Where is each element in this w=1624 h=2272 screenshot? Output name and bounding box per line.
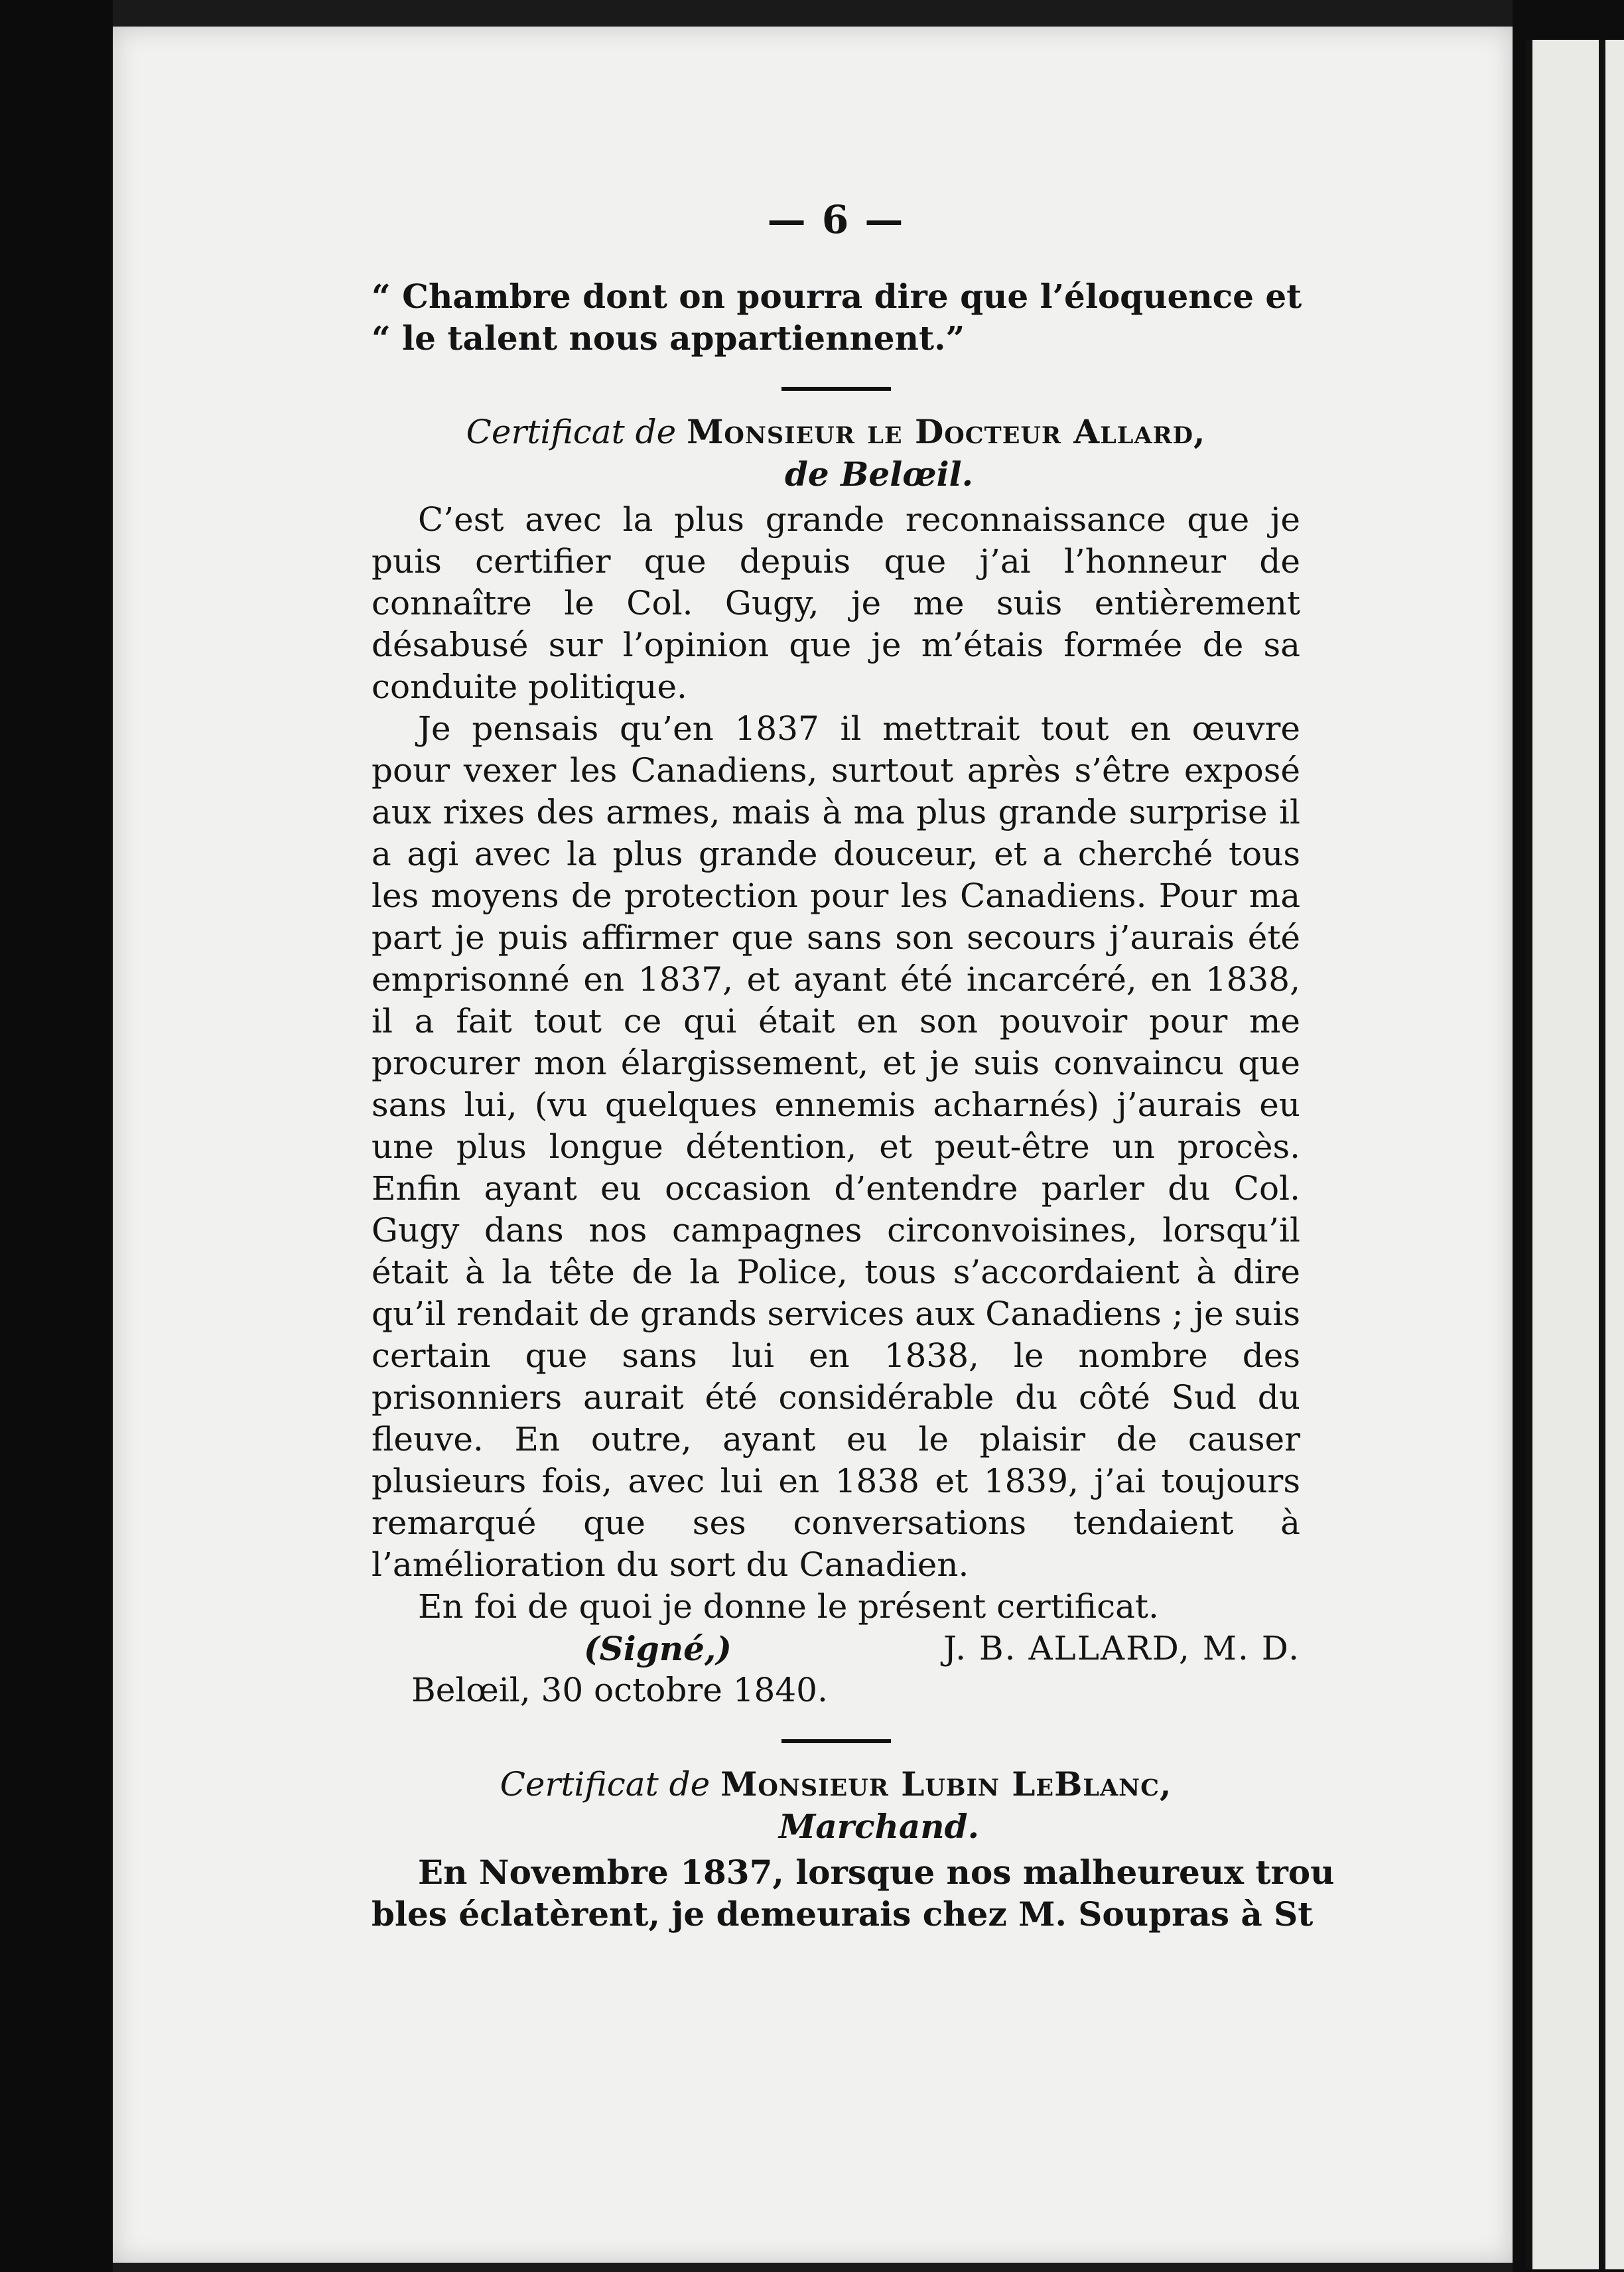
certificate-allard-title: [372, 411, 1300, 453]
scan-left-border: [0, 0, 113, 2272]
section-divider: [781, 1739, 891, 1743]
certificate-prefix: Certificat de: [500, 1765, 710, 1804]
certificate-name: Monsieur Lubin LeBlanc,: [720, 1764, 1172, 1804]
certificate-prefix: Certificat de: [466, 413, 677, 451]
quote-line-1: “ Chambre dont on pourra dire que l’éloquence et: [372, 277, 1302, 316]
section-divider: [781, 387, 891, 391]
certificate-allard-subtitle: de Belœil.: [784, 455, 974, 494]
signature-name: J. B. ALLARD, M. D.: [943, 1629, 1300, 1668]
certificate-allard-closing: En foi de quoi je donne le présent certificat.: [418, 1587, 1159, 1626]
place-date: Belœil, 30 octobre 1840.: [411, 1671, 828, 1709]
certificate-leblanc-subtitle: Marchand.: [778, 1807, 979, 1846]
certificate-leblanc-line-1: En Novembre 1837, lorsque nos malheureux trou: [418, 1853, 1335, 1892]
page-text: [372, 197, 1335, 1935]
page-fold-line: [1599, 40, 1605, 2269]
signed-label: (Signé,): [584, 1629, 732, 1668]
certificate-allard-paragraph-2: Je pensais qu’en 1837 il mettrait tout en œuvre pour vexer les Canadiens, surtout après s’être exposé aux rixes des armes, mais à ma plus grande surprise il a agi avec la plus grande douceur, et a cherché tous les moyens de protection pour les Canadiens. Pour ma part je puis affirmer que sans son secours j’aurais été emprisonné en 1837, et ayant été incarcéré, en 1838, il a fait tout ce qui était en son pouvoir pour me procurer mon élargissement, et je suis convaincu que sans lui, (vu quelques ennemis acharnés) j’aurais eu une plus longue détention, et peut-être un procès. Enfin ayant eu occasion d’entendre parler du Col. Gugy dans nos campagnes circonvoisines, lorsqu’il était à la tête de la Police, tous s’accordaient à dire qu’il rendait de grands services aux Canadiens ; je suis certain que sans lui en 1838, le nombre des prisonniers aurait été considérable du côté Sud du fleuve. En outre, ayant eu le plaisir de causer plusieurs fois, avec lui en 1838 et 1839, j’ai toujours remarqué que ses conversations tendaient à l’amélioration du sort du Canadien.: [372, 709, 1300, 1584]
certificate-leblanc-title: [372, 1763, 1300, 1806]
signature-line: [372, 1628, 1300, 1669]
certificate-leblanc-line-2: bles éclatèrent, je demeurais chez M. Soupras à St: [372, 1894, 1314, 1934]
quote-line-2: “ le talent nous appartiennent.”: [372, 319, 965, 358]
page-number: — 6 —: [767, 197, 905, 242]
certificate-name: Monsieur le Docteur Allard,: [687, 412, 1206, 451]
adjacent-page-edge: [1526, 40, 1624, 2269]
certificate-allard-paragraph-1: C’est avec la plus grande reconnaissance que je puis certifier que depuis que j’ai l’honneur de connaître le Col. Gugy, je me suis entièrement désabusé sur l’opinion que je m’étais formée de sa conduite politique.: [372, 500, 1300, 706]
